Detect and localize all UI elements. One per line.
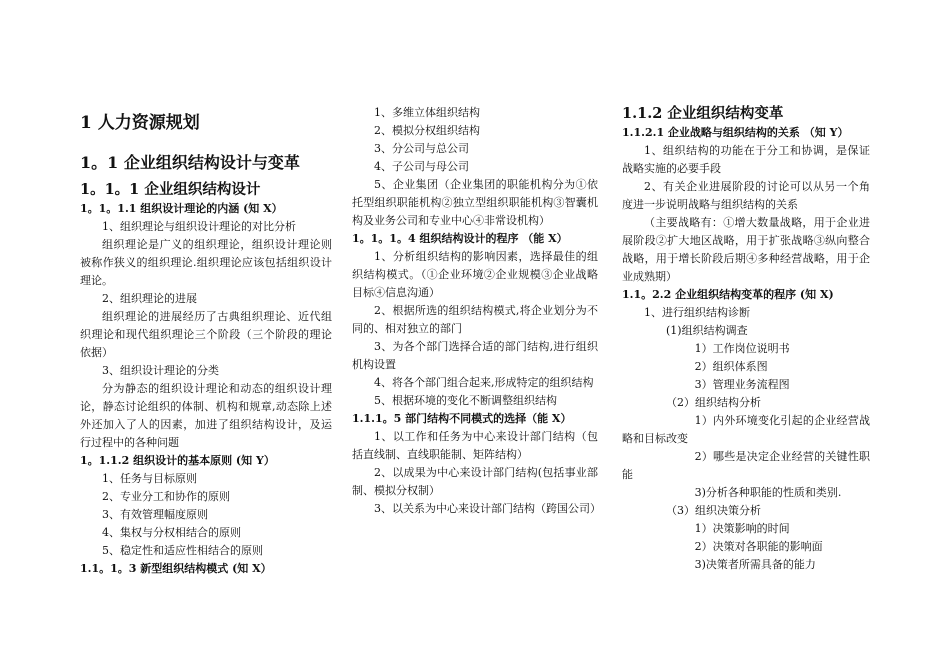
column-3 [622,104,870,574]
paragraph: 分为静态的组织设计理论和动态的组织设计理论，静态讨论组织的体制、机构和规章,动态除上述外还加入了人的因素，加进了组织结构设计，及运行过程中的各种问题 [80,382,332,449]
list-item: 3、有效管理幅度原则 [102,508,208,521]
list-item: 2、根据所选的组织结构模式,将企业划分为不同的、相对独立的部门 [352,304,598,335]
list-item: 3、分公司与总公司 [374,142,469,155]
list-item: 2）哪些是决定企业经营的关键性职能 [622,450,870,481]
paragraph: 3、组织设计理论的分类 [102,364,219,377]
list-item: 2）组织体系图 [694,360,768,373]
topic-heading: 1.1.2.1 企业战略与组织结构的关系 （知 Y） [622,126,849,139]
column-2 [352,104,601,518]
topic-heading: 1.1.1。5 部门结构不同模式的选择（能 X） [352,412,572,425]
list-item: 3、以关系为中心来设计部门结构（跨国公司） [374,502,601,515]
topic-heading: 1。1。1.1 组织设计理论的内涵 (知 X） [80,202,283,215]
paragraph: （主要战略有：①增大数量战略，用于企业进展阶段②扩大地区战略，用于扩张战略③纵向整合战略，用于增长阶段后期④多种经营战略，用于企业成熟期） [622,216,870,283]
list-item: 2、专业分工和协作的原则 [102,490,230,503]
list-item: 1）决策影响的时间 [694,522,790,535]
list-item: 1）内外环境变化引起的企业经营战略和目标改变 [622,414,870,445]
list-item: 5、企业集团（企业集团的职能机构分为①依托型组织职能机构②独立型组织职能机构③智囊机构及业务公司和专业中心④非常设机构） [352,178,598,227]
paragraph: 2、有关企业进展阶段的讨论可以从另一个角度进一步说明战略与组织结构的关系 [622,180,870,211]
subsection-heading: 1.1.2 企业组织结构变革 [622,105,784,122]
list-item: 4、子公司与母公司 [374,160,469,173]
column-1 [80,112,332,578]
list-item: 1、以工作和任务为中心来设计部门结构（包括直线制、直线职能制、矩阵结构） [352,430,598,461]
list-item: 5、根据环境的变化不断调整组织结构 [374,394,557,407]
list-item: 1、任务与目标原则 [102,472,197,485]
list-item: 4、将各个部门组合起来,形成特定的组织结构 [374,376,594,389]
paragraph: 组织理论是广义的组织理论，组织设计理论则被称作狭义的组织理论.组织理论应该包括组织设计理论。 [80,238,332,287]
list-item: 1、多维立体组织结构 [374,106,480,119]
list-item: 2）决策对各职能的影响面 [694,540,823,553]
list-item: (1)组织结构调查 [666,324,748,337]
list-item: 2、模拟分权组织结构 [374,124,480,137]
subsection-heading: 1。1。1 企业组织结构设计 [80,181,261,198]
section-heading: 1。1 企业组织结构设计与变革 [80,153,300,172]
topic-heading: 1.1。2.2 企业组织结构变革的程序 (知 X) [622,288,834,301]
paragraph: 1、组织结构的功能在于分工和协调，是保证战略实施的必要手段 [622,144,870,175]
paragraph: 2、组织理论的进展 [102,292,197,305]
list-item: 5、稳定性和适应性相结合的原则 [102,544,263,557]
list-item: 1、进行组织结构诊断 [644,306,750,319]
topic-heading: 1。1.1.2 组织设计的基本原则 (知 Y） [80,454,275,467]
list-item: 2、以成果为中心来设计部门结构(包括事业部制、模拟分权制） [352,466,598,497]
list-item: （3）组织决策分析 [666,504,761,517]
list-item: 4、集权与分权相结合的原则 [102,526,241,539]
document-title: 1 人力资源规划 [80,113,200,133]
list-item: 3）管理业务流程图 [694,378,790,391]
list-item: 3、为各个部门选择合适的部门结构,进行组织机构设置 [352,340,598,371]
topic-heading: 1。1。1。4 组织结构设计的程序 （能 X） [352,232,568,245]
paragraph: 组织理论的进展经历了古典组织理论、近代组织理论和现代组织理论三个阶段（三个阶段的理论依据） [80,310,332,359]
paragraph: 1、组织理论与组织设计理论的对比分析 [102,220,296,233]
list-item: 3)分析各种职能的性质和类别. [694,486,842,499]
list-item: 1）工作岗位说明书 [694,342,790,355]
list-item: 1、分析组织结构的影响因素，选择最佳的组织结构模式。（①企业环境②企业规模③企业战略目标④信息沟通） [352,250,598,299]
list-item: （2）组织结构分析 [666,396,761,409]
list-item: 3)决策者所需具备的能力 [694,558,816,571]
topic-heading: 1.1。1。3 新型组织结构模式 (知 X） [80,562,272,575]
